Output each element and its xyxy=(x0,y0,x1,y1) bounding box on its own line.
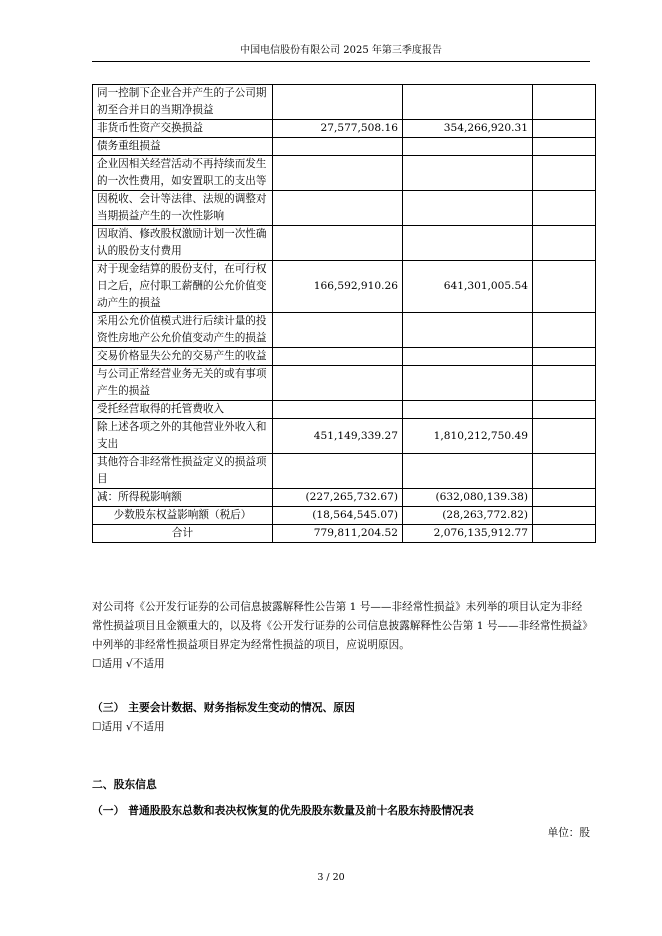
row-ytd-value xyxy=(403,366,533,401)
table-row xyxy=(93,120,596,138)
row-ytd-value xyxy=(403,454,533,489)
row-ytd-value: 354,266,920.31 xyxy=(403,120,533,138)
table-row xyxy=(93,261,596,313)
row-current-period-value xyxy=(273,401,403,419)
row-item-label: 非货币性资产交换损益 xyxy=(93,120,273,138)
row-item-label: 企业因相关经营活动不再持续而发生的一次性费用，如安置职工的支出等 xyxy=(93,156,273,191)
section-3-applicability: ☐适用 √不适用 xyxy=(92,721,165,733)
row-note xyxy=(533,261,596,313)
row-current-period-value: (227,265,732.67) xyxy=(273,489,403,507)
row-ytd-value xyxy=(403,85,533,120)
row-item-label: 同一控制下企业合并产生的子公司期初至合并日的当期净损益 xyxy=(93,85,273,120)
section-3-heading: （三） 主要会计数据、财务指标发生变动的情况、原因 xyxy=(92,701,355,714)
row-item-label: 债务重组损益 xyxy=(93,138,273,156)
applicability-choice: ☐适用 √不适用 xyxy=(92,658,165,670)
table-row xyxy=(93,454,596,489)
row-current-period-value: (18,564,545.07) xyxy=(273,507,403,525)
row-current-period-value xyxy=(273,454,403,489)
row-current-period-value xyxy=(273,226,403,261)
row-item-label: 因取消、修改股权激励计划一次性确认的股份支付费用 xyxy=(93,226,273,261)
table-row xyxy=(93,489,596,507)
row-item-label: 合计 xyxy=(93,525,273,543)
row-ytd-value xyxy=(403,156,533,191)
row-current-period-value: 27,577,508.16 xyxy=(273,120,403,138)
unit-label: 单位：股 xyxy=(547,827,590,839)
shareholder-info-heading: 二、股东信息 xyxy=(92,778,157,791)
row-ytd-value: (28,263,772.82) xyxy=(403,507,533,525)
row-note xyxy=(533,401,596,419)
row-ytd-value: 641,301,005.54 xyxy=(403,261,533,313)
table-row xyxy=(93,401,596,419)
row-current-period-value: 451,149,339.27 xyxy=(273,419,403,454)
page-header: 中国电信股份有限公司 2025 年第三季度报告 xyxy=(240,45,442,56)
header-rule xyxy=(92,61,590,62)
row-note xyxy=(533,85,596,120)
explanation-paragraph xyxy=(92,598,592,674)
table-row xyxy=(93,226,596,261)
table-row xyxy=(93,156,596,191)
row-note xyxy=(533,348,596,366)
page-number: 3 / 20 xyxy=(317,872,345,883)
row-ytd-value xyxy=(403,401,533,419)
row-item-label: 与公司正常经营业务无关的或有事项产生的损益 xyxy=(93,366,273,401)
row-item-label: 除上述各项之外的其他营业外收入和支出 xyxy=(93,419,273,454)
row-ytd-value xyxy=(403,138,533,156)
row-ytd-value xyxy=(403,191,533,226)
non-recurring-gains-table xyxy=(92,84,596,543)
row-current-period-value xyxy=(273,156,403,191)
row-note xyxy=(533,156,596,191)
table-row xyxy=(93,419,596,454)
row-current-period-value: 779,811,204.52 xyxy=(273,525,403,543)
table-row xyxy=(93,85,596,120)
table-row xyxy=(93,507,596,525)
row-item-label: 其他符合非经常性损益定义的损益项目 xyxy=(93,454,273,489)
row-item-label: 采用公允价值模式进行后续计量的投资性房地产公允价值变动产生的损益 xyxy=(93,313,273,348)
table-row xyxy=(93,348,596,366)
row-item-label: 受托经营取得的托管费收入 xyxy=(93,401,273,419)
row-ytd-value xyxy=(403,226,533,261)
row-current-period-value: 166,592,910.26 xyxy=(273,261,403,313)
row-ytd-value xyxy=(403,313,533,348)
row-ytd-value: (632,080,139.38) xyxy=(403,489,533,507)
table-row xyxy=(93,313,596,348)
row-item-label: 交易价格显失公允的交易产生的收益 xyxy=(93,348,273,366)
row-ytd-value: 1,810,212,750.49 xyxy=(403,419,533,454)
row-note xyxy=(533,419,596,454)
row-item-label: 减：所得税影响额 xyxy=(93,489,273,507)
row-note xyxy=(533,313,596,348)
row-note xyxy=(533,120,596,138)
row-current-period-value xyxy=(273,85,403,120)
table-row xyxy=(93,138,596,156)
row-note xyxy=(533,366,596,401)
table-row xyxy=(93,191,596,226)
row-note xyxy=(533,191,596,226)
shareholder-table-heading: （一） 普通股股东总数和表决权恢复的优先股股东数量及前十名股东持股情况表 xyxy=(92,804,474,817)
row-note xyxy=(533,226,596,261)
row-note xyxy=(533,525,596,543)
section-3-choice xyxy=(92,718,592,737)
row-note xyxy=(533,138,596,156)
table-row xyxy=(93,366,596,401)
row-current-period-value xyxy=(273,191,403,226)
row-note xyxy=(533,489,596,507)
row-note xyxy=(533,507,596,525)
row-current-period-value xyxy=(273,366,403,401)
row-item-label: 因税收、会计等法律、法规的调整对当期损益产生的一次性影响 xyxy=(93,191,273,226)
row-item-label: 对于现金结算的股份支付，在可行权日之后，应付职工薪酬的公允价值变动产生的损益 xyxy=(93,261,273,313)
row-ytd-value xyxy=(403,348,533,366)
row-current-period-value xyxy=(273,313,403,348)
row-note xyxy=(533,454,596,489)
row-item-label: 少数股东权益影响额（税后） xyxy=(93,507,273,525)
explanation-text: 对公司将《公开发行证券的公司信息披露解释性公告第 1 号——非经常性损益》未列举的项目认定为非经常性损益项目且金额重大的，以及将《公开发行证券的公司信息披露解释性公告第 1 号——非经常性损益》中列举的非经常性损益项目界定为经常性损益的项目，应说明原因。 xyxy=(92,601,588,651)
row-ytd-value: 2,076,135,912.77 xyxy=(403,525,533,543)
row-current-period-value xyxy=(273,138,403,156)
row-current-period-value xyxy=(273,348,403,366)
table-row xyxy=(93,525,596,543)
